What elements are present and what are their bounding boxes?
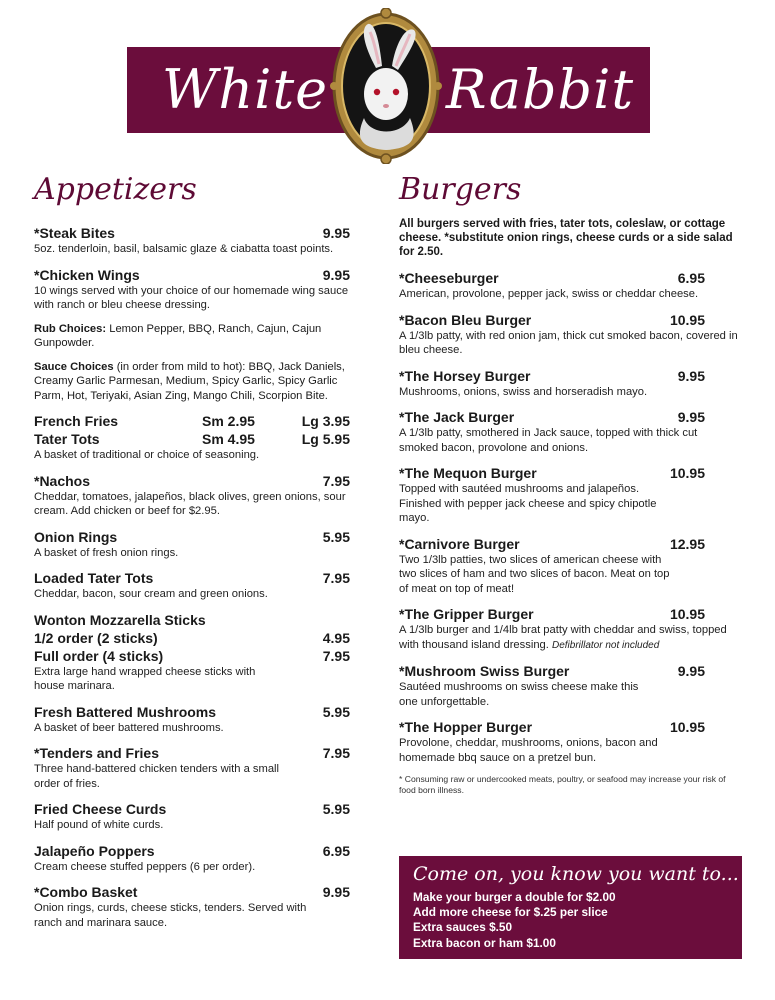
item-description: Cheddar, tomatoes, jalapeños, black olives, green onions, sour cream. Add chicken or beef for $2.95. bbox=[34, 490, 346, 517]
menu-item bbox=[399, 535, 743, 597]
item-name: French Fries bbox=[34, 413, 119, 429]
item-price-large: Lg 3.95 bbox=[301, 413, 350, 429]
item-price-small: Sm 4.95 bbox=[202, 431, 255, 447]
menu-item bbox=[399, 718, 743, 765]
item-name: *Tenders and Fries bbox=[34, 745, 160, 761]
promo-line: Extra sauces $.50 bbox=[413, 920, 513, 935]
item-name: *The Hopper Burger bbox=[399, 719, 533, 735]
menu-item bbox=[399, 408, 743, 455]
item-price-small: Sm 2.95 bbox=[202, 413, 255, 429]
item-price: 6.95 bbox=[322, 842, 350, 859]
menu-item-fries-tots bbox=[34, 412, 350, 463]
health-footnote: * Consuming raw or undercooked meats, poultry, or seafood may increase your risk of food born illness. bbox=[399, 774, 726, 795]
sauce-text: BBQ, Jack Daniels, Creamy Garlic Parmesan, Medium, Spicy Garlic, Spicy Garlic Parm, Hot, Teriyaki, Asian Zing, Mango Chili, Scorpion Bite. bbox=[34, 360, 345, 402]
white-rabbit-cameo-icon bbox=[330, 8, 442, 164]
item-price: 7.95 bbox=[322, 647, 350, 664]
appetizers-title: Appetizers bbox=[34, 172, 197, 207]
item-name: *Nachos bbox=[34, 472, 91, 489]
item-description: Sautéed mushrooms on swiss cheese make this one unforgettable. bbox=[399, 681, 639, 708]
item-description: 10 wings served with your choice of our homemade wing sauce with ranch or bleu cheese dressing. bbox=[34, 284, 349, 311]
item-description: Topped with sautéed mushrooms and jalapeños. Finished with pepper jack cheese and spicy chipotle mayo. bbox=[399, 483, 657, 524]
item-option: Full order (4 sticks) bbox=[34, 647, 164, 664]
sauce-label: Sauce Choices bbox=[34, 360, 114, 373]
menu-item bbox=[34, 569, 350, 602]
item-price: 7.95 bbox=[322, 570, 350, 586]
promo-line: Make your burger a double for $2.00 bbox=[413, 890, 616, 904]
item-name: *The Horsey Burger bbox=[399, 367, 531, 384]
item-name: *Steak Bites bbox=[34, 225, 115, 241]
item-description: Provolone, cheddar, mushrooms, onions, bacon and homemade bbq sauce on a pretzel bun. bbox=[399, 737, 658, 764]
promo-line: Add more cheese for $.25 per slice bbox=[413, 905, 608, 920]
item-price: 5.95 bbox=[322, 801, 350, 817]
sauce-sublabel: (in order from mild to hot): bbox=[116, 360, 246, 373]
item-description: Half pound of white curds. bbox=[34, 819, 164, 831]
item-price-large: Lg 5.95 bbox=[301, 431, 350, 447]
promo-box bbox=[399, 856, 742, 959]
item-price: 10.95 bbox=[669, 719, 705, 735]
item-price: 9.95 bbox=[677, 409, 705, 425]
item-name: Tater Tots bbox=[34, 431, 100, 447]
item-description: A 1/3lb patty, smothered in Jack sauce, topped with thick cut smoked bacon, provolone and onions. bbox=[399, 427, 698, 454]
item-name: *Combo Basket bbox=[34, 884, 138, 900]
item-price: 9.95 bbox=[677, 663, 705, 679]
item-description bbox=[399, 623, 743, 653]
menu-item bbox=[34, 744, 350, 791]
item-name: *Cheeseburger bbox=[399, 270, 499, 286]
item-name: *The Mequon Burger bbox=[399, 465, 537, 481]
burgers-intro: All burgers served with fries, tater tots, coleslaw, or cottage cheese. *substitute onion rings, cheese curds or a side salad for 2.50. bbox=[399, 218, 733, 258]
item-price: 10.95 bbox=[669, 606, 705, 622]
menu-item bbox=[34, 883, 350, 930]
item-price: 9.95 bbox=[677, 367, 705, 384]
item-price: 10.95 bbox=[669, 465, 705, 481]
rub-choices bbox=[34, 322, 350, 351]
item-name: Fresh Battered Mushrooms bbox=[34, 703, 217, 720]
menu-item bbox=[34, 224, 350, 257]
item-description: Cheddar, bacon, sour cream and green onions. bbox=[34, 588, 268, 600]
item-name: Jalapeño Poppers bbox=[34, 842, 155, 859]
menu-item bbox=[399, 662, 743, 709]
item-description: Cream cheese stuffed peppers (6 per order). bbox=[34, 860, 256, 873]
item-name: *Chicken Wings bbox=[34, 266, 140, 283]
menu-item bbox=[399, 605, 743, 653]
title-left: White bbox=[161, 58, 329, 121]
item-description-aside: Defibrillator not included bbox=[552, 639, 660, 651]
item-name: *Carnivore Burger bbox=[399, 535, 520, 552]
item-description: A basket of fresh onion rings. bbox=[34, 546, 179, 559]
item-name: *Bacon Bleu Burger bbox=[399, 311, 532, 328]
item-name: *Mushroom Swiss Burger bbox=[399, 663, 570, 679]
rub-label: Rub Choices: bbox=[34, 322, 107, 335]
item-name: Onion Rings bbox=[34, 528, 118, 545]
item-price: 12.95 bbox=[669, 535, 705, 552]
appetizers-column bbox=[34, 224, 350, 939]
menu-item bbox=[399, 269, 743, 302]
item-name: Loaded Tater Tots bbox=[34, 570, 154, 586]
item-price: 5.95 bbox=[322, 703, 350, 720]
item-price: 6.95 bbox=[677, 270, 705, 286]
burgers-title: Burgers bbox=[399, 172, 522, 207]
menu-item bbox=[34, 800, 350, 833]
item-price: 9.95 bbox=[322, 225, 350, 241]
menu-item bbox=[34, 703, 350, 736]
menu-item bbox=[34, 528, 350, 561]
menu-item bbox=[399, 367, 743, 400]
item-price: 9.95 bbox=[322, 266, 350, 283]
item-price: 9.95 bbox=[322, 884, 350, 900]
item-description: 5oz. tenderloin, basil, balsamic glaze & ciabatta toast points. bbox=[34, 243, 334, 255]
item-name: *The Gripper Burger bbox=[399, 606, 534, 622]
item-description: Onion rings, curds, cheese sticks, tenders. Served with ranch and marinara sauce. bbox=[34, 902, 307, 929]
item-description: American, provolone, pepper jack, swiss or cheddar cheese. bbox=[399, 288, 699, 300]
item-price: 7.95 bbox=[322, 472, 350, 489]
title-right: Rabbit bbox=[445, 58, 635, 121]
menu-item-wonton bbox=[34, 611, 350, 694]
menu-item bbox=[34, 842, 350, 875]
promo-lines bbox=[413, 890, 616, 951]
item-price: 4.95 bbox=[322, 629, 350, 646]
menu-item bbox=[34, 472, 350, 519]
item-description: Extra large hand wrapped cheese sticks with house marinara. bbox=[34, 665, 256, 692]
item-description: A basket of beer battered mushrooms. bbox=[34, 721, 224, 734]
burgers-column bbox=[399, 217, 743, 796]
menu-item bbox=[399, 311, 743, 358]
promo-line: Extra bacon or ham $1.00 bbox=[413, 935, 556, 950]
item-description-text: A 1/3lb burger and 1/4lb brat patty with cheddar and swiss, topped with thousand island dressing. bbox=[399, 624, 727, 651]
rub-text: Lemon Pepper, BBQ, Ranch, Cajun, Cajun Gunpowder. bbox=[34, 322, 322, 349]
item-description: Two 1/3lb patties, two slices of american cheese with two slices of ham and two slices of bacon. Meat on top of meat on top of meat! bbox=[399, 553, 670, 595]
item-price: 10.95 bbox=[669, 311, 705, 328]
item-price: 5.95 bbox=[322, 528, 350, 545]
item-price: 7.95 bbox=[322, 745, 350, 761]
menu-item bbox=[399, 464, 743, 526]
item-option: 1/2 order (2 sticks) bbox=[34, 629, 158, 646]
item-description: A 1/3lb patty, with red onion jam, thick cut smoked bacon, covered in bleu cheese. bbox=[399, 329, 738, 356]
item-description: Three hand-battered chicken tenders with a small order of fries. bbox=[34, 763, 280, 790]
item-description: Mushrooms, onions, swiss and horseradish mayo. bbox=[399, 385, 648, 398]
item-name: Fried Cheese Curds bbox=[34, 801, 167, 817]
item-description: A basket of traditional or choice of seasoning. bbox=[34, 449, 260, 461]
item-name: Wonton Mozzarella Sticks bbox=[34, 611, 206, 628]
sauce-choices bbox=[34, 360, 350, 404]
promo-heading: Come on, you know you want to... bbox=[413, 863, 739, 885]
item-name: *The Jack Burger bbox=[399, 409, 515, 425]
menu-item bbox=[34, 266, 350, 313]
